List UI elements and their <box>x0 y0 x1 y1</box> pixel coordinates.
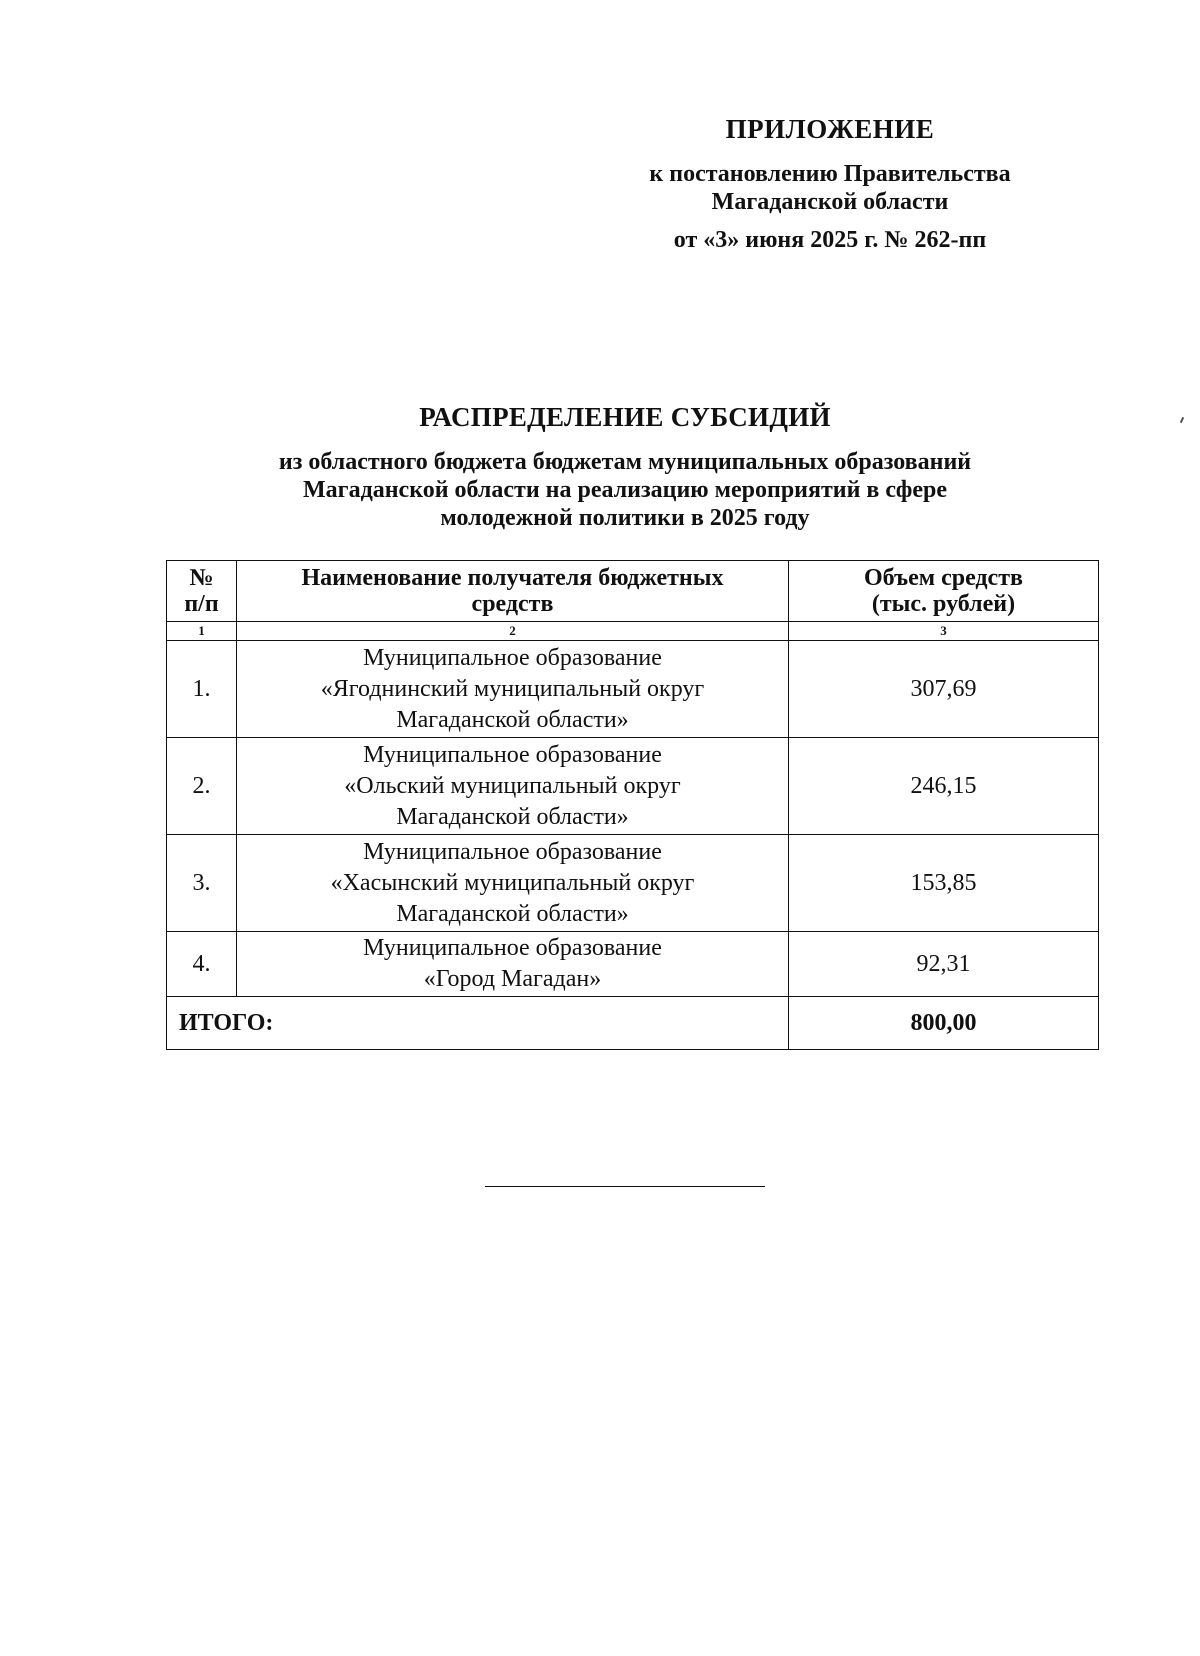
header-recipient-name <box>237 561 789 622</box>
table-row <box>167 835 1099 932</box>
header-amount <box>789 561 1099 622</box>
recipient-name-line: Муниципальное образование <box>363 838 662 865</box>
column-index: 2 <box>237 622 789 641</box>
amount-value: 153,85 <box>789 835 1099 932</box>
table-row <box>167 738 1099 835</box>
recipient-name <box>237 641 789 738</box>
subsidy-distribution-table <box>166 560 1099 1050</box>
amount-value: 246,15 <box>789 738 1099 835</box>
table-row <box>167 641 1099 738</box>
row-number: 2. <box>167 738 237 835</box>
end-separator-line <box>485 1186 765 1187</box>
row-number: 1. <box>167 641 237 738</box>
scan-speck <box>1180 417 1184 423</box>
header-amount-line: Объем средств <box>864 565 1023 591</box>
recipient-name <box>237 835 789 932</box>
recipient-name-line: «Хасынский муниципальный округ <box>330 869 695 896</box>
annex-date: от «3» июня 2025 г. № 262-пп <box>673 227 987 253</box>
table-row <box>167 932 1099 997</box>
column-index: 3 <box>789 622 1099 641</box>
recipient-name-line: Магаданской области» <box>396 900 629 927</box>
amount-value: 307,69 <box>789 641 1099 738</box>
recipient-name-line: «Ягоднинский муниципальный округ <box>320 675 705 702</box>
row-number: 4. <box>167 932 237 997</box>
header-name-line: средств <box>471 591 554 617</box>
header-amount-line: (тыс. рублей) <box>871 591 1016 617</box>
recipient-name <box>237 738 789 835</box>
recipient-name-line: «Ольский муниципальный округ <box>344 772 681 799</box>
header-name-line: Наименование получателя бюджетных <box>301 565 724 591</box>
recipient-name-line: Магаданской области» <box>396 803 629 830</box>
document-title: РАСПРЕДЕЛЕНИЕ СУБСИДИЙ <box>419 402 831 432</box>
annex-reference-line: к постановлению Правительства <box>649 161 1011 187</box>
subtitle-line: молодежной политики в 2025 году <box>440 505 810 531</box>
document-subtitle <box>150 448 1100 532</box>
recipient-name-line: Муниципальное образование <box>363 644 662 671</box>
document-heading <box>150 400 1100 532</box>
annex-header <box>560 112 1100 254</box>
annex-reference-line: Магаданской области <box>711 189 949 215</box>
annex-reference <box>560 160 1100 216</box>
table-header-row <box>167 561 1099 622</box>
subtitle-line: из областного бюджета бюджетам муниципальных образований <box>278 449 972 475</box>
row-number: 3. <box>167 835 237 932</box>
annex-title: ПРИЛОЖЕНИЕ <box>725 114 935 144</box>
recipient-name <box>237 932 789 997</box>
recipient-name-line: Муниципальное образование <box>363 935 662 961</box>
amount-value: 92,31 <box>789 932 1099 997</box>
recipient-name-line: Магаданской области» <box>396 706 629 733</box>
column-index: 1 <box>167 622 237 641</box>
header-number <box>167 561 237 622</box>
header-number-line: № <box>189 565 214 591</box>
total-row <box>167 997 1099 1050</box>
total-label: ИТОГО: <box>167 997 789 1050</box>
subtitle-line: Магаданской области на реализацию мероприятий в сфере <box>303 477 947 503</box>
total-amount: 800,00 <box>789 997 1099 1050</box>
recipient-name-line: «Город Магадан» <box>423 966 602 992</box>
recipient-name-line: Муниципальное образование <box>363 741 662 768</box>
header-number-line: п/п <box>184 591 219 617</box>
column-index-row <box>167 622 1099 641</box>
